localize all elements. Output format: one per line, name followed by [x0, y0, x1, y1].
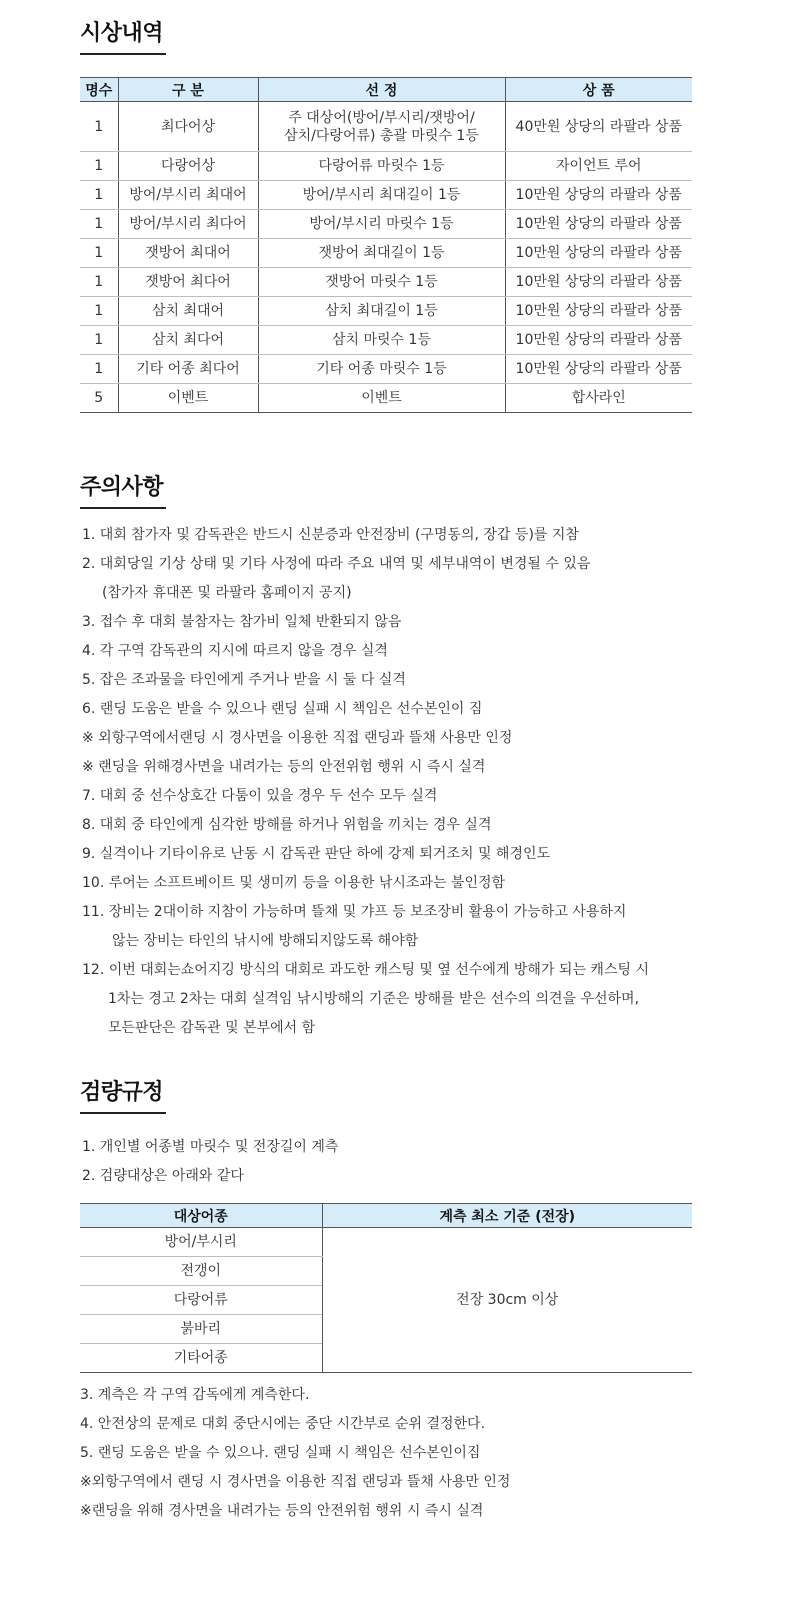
award-prize: 10만원 상당의 라팔라 상품: [505, 181, 692, 210]
award-category: 기타 어종 최다어: [118, 355, 258, 384]
award-category: 방어/부시리 최다어: [118, 210, 258, 239]
list-item: 7. 대회 중 선수상호간 다툼이 있을 경우 두 선수 모두 실격: [82, 788, 438, 804]
award-count: 1: [80, 210, 118, 239]
list-item-note: ※ 외항구역에서랜딩 시 경사면을 이용한 직접 랜딩과 뜰채 사용만 인정: [82, 730, 513, 746]
table-row: [80, 239, 692, 268]
table-row: [80, 384, 692, 413]
notice-list: [82, 524, 702, 1046]
header-standard: 계측 최소 기준 (전장): [322, 1204, 692, 1228]
award-count: 1: [80, 326, 118, 355]
table-row: [80, 1228, 692, 1257]
awards-section-title: 시상내역: [80, 16, 163, 47]
award-criteria: 방어/부시리 마릿수 1등: [258, 210, 505, 239]
list-item-continuation: 모든판단은 감독관 및 본부에서 함: [108, 1020, 316, 1036]
standard-cell: 전장 30cm 이상: [322, 1228, 692, 1373]
award-criteria: 잿방어 마릿수 1등: [258, 268, 505, 297]
award-prize: 10만원 상당의 라팔라 상품: [505, 326, 692, 355]
measure-after-list: [80, 1384, 510, 1529]
award-prize: 자이언트 루어: [505, 152, 692, 181]
table-row: [80, 210, 692, 239]
list-item: 3. 계측은 각 구역 감독에게 계측한다.: [80, 1387, 310, 1403]
table-row: [80, 181, 692, 210]
list-item: 2. 검량대상은 아래와 같다: [82, 1168, 244, 1184]
list-item: 4. 안전상의 문제로 대회 중단시에는 중단 시간부로 순위 결정한다.: [80, 1416, 486, 1432]
award-criteria: 잿방어 최대길이 1등: [258, 239, 505, 268]
table-row: [80, 355, 692, 384]
list-item: 6. 랜딩 도움은 받을 수 있으나 랜딩 실패 시 책임은 선수본인이 짐: [82, 701, 483, 717]
measure-list: [82, 1136, 338, 1194]
list-item: 8. 대회 중 타인에게 심각한 방해를 하거나 위험을 끼치는 경우 실격: [82, 817, 492, 833]
awards-header-row: [80, 78, 692, 102]
list-item-continuation: (참가자 휴대폰 및 라팔라 홈페이지 공지): [102, 585, 352, 601]
list-item-note: ※ 랜딩을 위해경사면을 내려가는 등의 안전위험 행위 시 즉시 실격: [82, 759, 486, 775]
header-count: 명수: [80, 78, 118, 102]
measure-table: [80, 1203, 692, 1373]
award-prize: 합사라인: [505, 384, 692, 413]
list-item-continuation: 않는 장비는 타인의 낚시에 방해되지않도록 해야함: [112, 933, 419, 949]
award-count: 1: [80, 355, 118, 384]
species-cell: 다랑어류: [80, 1286, 322, 1315]
measure-header-row: [80, 1204, 692, 1228]
list-item: 10. 루어는 소프트베이트 및 생미끼 등을 이용한 낚시조과는 불인정함: [82, 875, 506, 891]
header-species: 대상어종: [80, 1204, 322, 1228]
award-criteria-line: 주 대상어(방어/부시리/잿방어/: [288, 109, 475, 126]
award-count: 5: [80, 384, 118, 413]
award-category: 삼치 최대어: [118, 297, 258, 326]
award-prize: 10만원 상당의 라팔라 상품: [505, 210, 692, 239]
list-item-note: ※랜딩을 위해 경사면을 내려가는 등의 안전위험 행위 시 즉시 실격: [80, 1503, 484, 1519]
species-cell: 붉바리: [80, 1315, 322, 1344]
list-item: 4. 각 구역 감독관의 지시에 따르지 않을 경우 실격: [82, 643, 388, 659]
award-count: 1: [80, 181, 118, 210]
awards-table: [80, 77, 692, 413]
award-category: 잿방어 최대어: [118, 239, 258, 268]
award-criteria: 다랑어류 마릿수 1등: [258, 152, 505, 181]
award-count: 1: [80, 152, 118, 181]
table-row: [80, 297, 692, 326]
list-item: 1. 개인별 어종별 마릿수 및 전장길이 계측: [82, 1139, 339, 1155]
award-criteria: 이벤트: [258, 384, 505, 413]
award-prize: 40만원 상당의 라팔라 상품: [505, 102, 692, 152]
award-criteria: 삼치 마릿수 1등: [258, 326, 505, 355]
list-item-continuation: 1차는 경고 2차는 대회 실격임 낚시방해의 기준은 방해를 받은 선수의 의견을 우선하며,: [108, 991, 640, 1007]
award-category: 이벤트: [118, 384, 258, 413]
award-criteria: 방어/부시리 최대길이 1등: [258, 181, 505, 210]
header-criteria: 선 정: [258, 78, 505, 102]
list-item: 5. 랜딩 도움은 받을 수 있으나. 랜딩 실패 시 책임은 선수본인이짐: [80, 1445, 481, 1461]
award-count: 1: [80, 297, 118, 326]
list-item: 1. 대회 참가자 및 감독관은 반드시 신분증과 안전장비 (구명동의, 장갑 등)를 지참: [82, 527, 579, 543]
award-count: 1: [80, 102, 118, 152]
table-row: [80, 152, 692, 181]
award-category: 최다어상: [118, 102, 258, 152]
header-category: 구 분: [118, 78, 258, 102]
award-category: 삼치 최다어: [118, 326, 258, 355]
species-cell: 전갱이: [80, 1257, 322, 1286]
award-category: 다랑어상: [118, 152, 258, 181]
list-item: 3. 접수 후 대회 불참자는 참가비 일체 반환되지 않음: [82, 614, 402, 630]
award-prize: 10만원 상당의 라팔라 상품: [505, 268, 692, 297]
award-prize: 10만원 상당의 라팔라 상품: [505, 297, 692, 326]
measure-section-title: 검량규정: [80, 1075, 163, 1106]
notice-section-title: 주의사항: [80, 470, 163, 501]
award-prize: 10만원 상당의 라팔라 상품: [505, 239, 692, 268]
award-criteria: [258, 102, 505, 152]
header-prize: 상 품: [505, 78, 692, 102]
table-row: [80, 102, 692, 152]
list-item: 11. 장비는 2대이하 지참이 가능하며 뜰채 및 갸프 등 보조장비 활용이 가능하고 사용하지: [82, 904, 627, 920]
list-item: 2. 대회당일 기상 상태 및 기타 사정에 따라 주요 내역 및 세부내역이 변경될 수 있음: [82, 556, 591, 572]
table-row: [80, 326, 692, 355]
award-category: 잿방어 최다어: [118, 268, 258, 297]
list-item: 5. 잡은 조과물을 타인에게 주거나 받을 시 둘 다 실격: [82, 672, 406, 688]
species-cell: 기타어종: [80, 1344, 322, 1373]
award-prize: 10만원 상당의 라팔라 상품: [505, 355, 692, 384]
species-cell: 방어/부시리: [80, 1228, 322, 1257]
award-criteria-line: 삼치/다랑어류) 총괄 마릿수 1등: [284, 127, 479, 144]
award-criteria: 기타 어종 마릿수 1등: [258, 355, 505, 384]
award-criteria: 삼치 최대길이 1등: [258, 297, 505, 326]
award-count: 1: [80, 268, 118, 297]
list-item: 12. 이번 대회는쇼어지깅 방식의 대회로 과도한 캐스팅 및 옆 선수에게 방해가 되는 캐스팅 시: [82, 962, 649, 978]
award-count: 1: [80, 239, 118, 268]
list-item: 9. 실격이나 기타이유로 난동 시 감독관 판단 하에 강제 퇴거조치 및 해경인도: [82, 846, 551, 862]
table-row: [80, 268, 692, 297]
list-item-note: ※외항구역에서 랜딩 시 경사면을 이용한 직접 랜딩과 뜰채 사용만 인정: [80, 1474, 511, 1490]
award-category: 방어/부시리 최대어: [118, 181, 258, 210]
